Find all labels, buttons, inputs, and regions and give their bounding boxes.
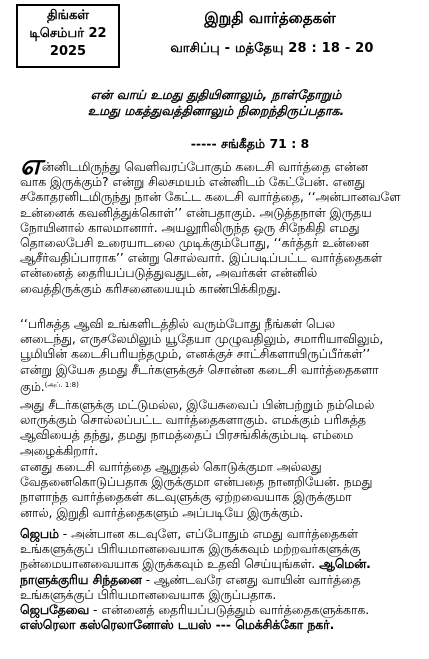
paragraph-2: [20, 317, 417, 395]
text-line: ‘‘பரிசுத்த ஆவி உங்களிடத்தில் வரும்போது நீங்கள் பெல: [20, 317, 335, 331]
date-day: திங்கள்: [46, 8, 90, 23]
date-month: டிசெம்பர் 22: [29, 26, 107, 41]
text-line: [20, 156, 417, 175]
prayer-topic-label: ஜெபதேவை: [20, 603, 90, 618]
text-line: எனது கடைசி வார்த்தை ஆறுதல் கொடுக்குமா அல்லது: [20, 460, 322, 474]
text-line: வாக இருக்கும்? என்று சிலசமயம் என்னிடம் கேட்பேன். எனது: [20, 175, 365, 190]
text-line: நாளாந்த வார்த்தைகள் கடவுளுக்கு ஏற்றவையாக இருக்குமா: [20, 490, 352, 505]
text-line: வேதனைகொடுப்பதாக இருக்குமா என்பதை நானறியேன். நமது: [20, 475, 373, 490]
paragraph-3: [20, 398, 417, 459]
text-line: அழைக்கிறார்.: [20, 443, 99, 458]
text-span: ன்னிடமிருந்து வெளிவரப்போகும் கடைசி வார்த்தை என்ன: [41, 160, 368, 174]
key-verse-line: உமது மகத்துவத்தினாலும் நிறைந்திருப்பதாக.: [87, 103, 345, 118]
page-title: இறுதி வார்த்தைகள்: [204, 9, 336, 27]
text-span: - ஆண்டவரே எனது வாயின் வார்த்தை: [141, 572, 361, 587]
text-line: லாருக்கும் சொல்லப்பட்ட வார்த்தைகளாகும். எமக்கும் பரிசுத்த: [20, 413, 366, 428]
key-verse-line: என் வாய் உமது துதியினாலும், நாள்தோறும்: [90, 87, 342, 102]
author-location: எஸ்ரெலா கஸ்ரெலானோஸ் டயஸ் --- மெக்சிக்கோ நகர்.: [20, 618, 335, 633]
thought-line: உங்களுக்குப் பிரியமானவையாக இருப்பதாக.: [20, 587, 277, 602]
text-span: நன்மையானவையாக இருக்கவும் உதவி செய்யுங்கள்.: [20, 557, 316, 572]
text-line: அது சீடர்களுக்கு மட்டுமல்ல, இயேசுவைப் பின்பற்றும் நம்மெல்: [20, 398, 375, 412]
text-line: தொலைபேசி உரையாடலை முடிக்கும்போது, ‘‘கர்த்தர் உன்னை: [20, 236, 369, 251]
prayer-line: [20, 527, 417, 542]
date-year: 2025: [49, 44, 87, 59]
bible-reading: வாசிப்பு - மத்தேயு 28 : 18 - 20: [170, 41, 374, 56]
text-span: - என்னைத் தைரியப்படுத்தும் வார்த்தைகளுக்காக.: [89, 603, 370, 618]
scripture-ref: (அப். 1:8): [44, 380, 79, 389]
prayer-topic-line: [20, 603, 417, 618]
paragraph-4: [20, 460, 417, 521]
prayer-line: உங்களுக்குப் பிரியமானவையாக இருக்கவும் மற்றவர்களுக்கு: [20, 542, 361, 557]
amen: ஆமென்.: [319, 557, 371, 572]
footer-section: [20, 527, 417, 633]
prayer-line: [20, 557, 417, 572]
text-line: பூமியின் கடைசிபரியந்தமும், எனக்குச் சாட்சிகளாயிருப்பீர்கள்’’: [20, 347, 371, 362]
text-line: னடைந்து, எருசலேமிலும் யூதேயா முழுவதிலும், சமாரியாவிலும்,: [20, 332, 384, 347]
text-line: ஆவியைத் தந்து, தமது நாமத்தைப் பிரசங்கிக்கும்படி எம்மை: [20, 428, 354, 443]
text-span: கும்.: [20, 379, 45, 394]
text-line: வைத்திருக்கும் கரிசனையையும் காண்பிக்கிறது.: [20, 281, 282, 296]
paragraph-1: [20, 156, 417, 297]
thought-label: நாளுக்குரிய சிந்தனை: [20, 572, 142, 587]
text-line: னால், இறுதி வார்த்தைகளும் அப்படியே இருக்கும்.: [20, 505, 304, 520]
thought-line: [20, 573, 417, 588]
text-line: சகோதரனிடமிருந்து நான் கேட்ட கடைசி வார்த்தை, ‘‘அன்பானவளே: [20, 190, 401, 205]
drop-cap: எ: [20, 156, 42, 176]
text-line: [20, 378, 417, 395]
verse-reference: ----- சங்கீதம் 71 : 8: [190, 136, 310, 151]
text-line: என்று இயேசு தமது சீடர்களுக்குச் சொன்ன கடைசி வார்த்தைகளா: [20, 362, 379, 377]
text-span: - அன்பான கடவுளே, எப்போதும் எமது வார்த்தைகள்: [58, 527, 359, 541]
text-line: ஆசீர்வதிப்பாராக’’ என்று சொல்வார். இப்படிப்பட்ட வார்த்தைகள்: [20, 251, 382, 266]
prayer-label: ஜெபம்: [20, 527, 59, 541]
text-line: உன்னைக் கவனித்துக்கொள்’’ என்பதாகும். அடுத்தநாள் இருதய: [20, 205, 372, 220]
text-line: நோயினால் காலமானார். அயலூரிலிருந்த ஒரு சிநேகிதி எமது: [20, 220, 360, 235]
text-line: என்னைத் தைரியப்படுத்துவதுடன், அவர்கள் என்னில்: [20, 266, 318, 281]
key-verse: [20, 87, 412, 119]
date-box: [16, 4, 120, 68]
